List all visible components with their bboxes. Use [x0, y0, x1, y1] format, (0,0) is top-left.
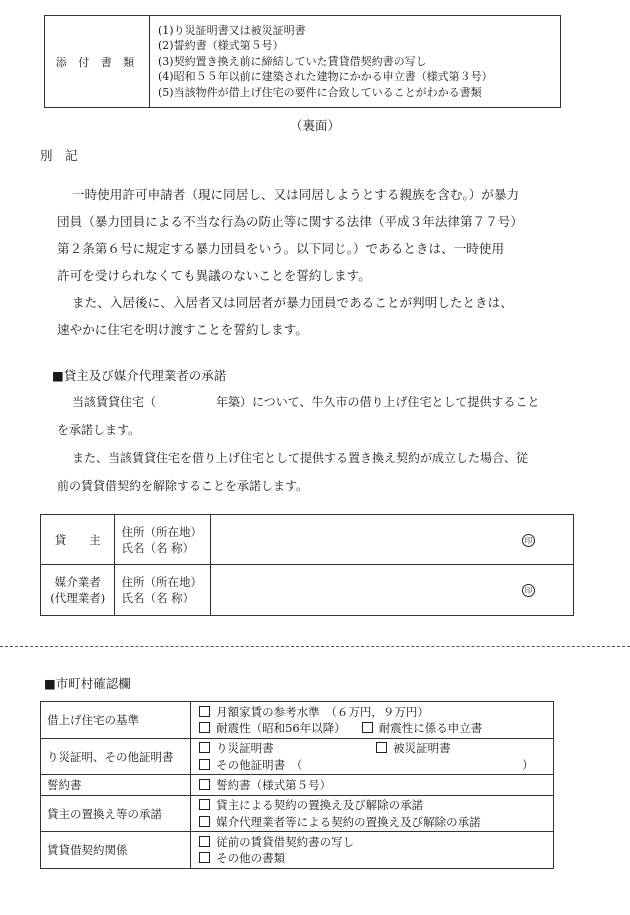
signature-row-agent — [41, 565, 574, 616]
signature-input-area[interactable] — [210, 515, 573, 565]
attachment-item: (3)契約置き換え前に締結していた賃貸借契約書の写し — [158, 54, 427, 68]
consent-line: を承諾します。 — [57, 423, 141, 437]
checkbox[interactable] — [362, 722, 373, 733]
confirm-row — [41, 739, 554, 775]
checkbox[interactable] — [376, 742, 387, 753]
signature-input-area[interactable] — [210, 565, 573, 616]
confirm-table — [40, 701, 554, 869]
pledge-line: 許可を受けられなくても異議のないことを誓約します。 — [57, 268, 371, 283]
consent-heading: ■貸主及び媒介代理業者の承諾 — [52, 368, 227, 383]
confirm-row-label: 賃貸借契約関係 — [41, 832, 191, 869]
signature-role: 媒介業者 (代理業者) — [41, 565, 115, 616]
seal-mark: 印 — [522, 584, 535, 597]
seal-mark: 印 — [522, 534, 535, 547]
pledge-line: 団員（暴力団員による不当な行為の防止等に関する法律（平成３年法律第７７号） — [57, 214, 523, 229]
checkbox[interactable] — [199, 836, 210, 847]
checkbox[interactable] — [199, 852, 210, 863]
attachment-item: (4)昭和５５年以前に建築された建物にかかる申立書（様式第３号） — [158, 70, 493, 84]
consent-line: 前の賃貸借契約を解除することを承諾します。 — [57, 479, 309, 493]
signature-row-lessor — [41, 515, 574, 565]
pledge-line: 速やかに住宅を明け渡すことを誓約します。 — [57, 322, 308, 337]
pledge-line: 一時使用許可申請者（現に同居し、又は同居しようとする親族を含む。）が暴力 — [72, 187, 520, 202]
confirm-checks: 月額家賃の参考水準 （６万円，９万円） 耐震性（昭和56年以降） 耐震性に係る申立書 — [191, 702, 554, 739]
signature-fields: 住所（所在地） 氏名（名 称） — [115, 565, 210, 616]
confirm-heading: ■市町村確認欄 — [44, 676, 131, 691]
attachment-item: (5)当該物件が借上げ住宅の要件に合致していることがわかる書類 — [158, 85, 482, 99]
confirm-checks: 従前の賃貸借契約書の写し その他の書類 — [191, 832, 554, 869]
confirm-row-label: 借上げ住宅の基準 — [41, 702, 191, 739]
checkbox[interactable] — [199, 799, 210, 810]
confirm-checks: 誓約書（様式第５号） — [191, 775, 554, 796]
attachments-table — [44, 15, 561, 108]
attachments-label: 添 付 書 類 — [45, 16, 150, 108]
confirm-row — [41, 832, 554, 869]
pledge-line: 第２条第６号に規定する暴力団員をいう。以下同じ。）であるときは、一時使用 — [57, 241, 505, 256]
signature-role: 貸 主 — [41, 515, 115, 565]
bekki-heading: 別 記 — [40, 148, 78, 163]
confirm-row — [41, 775, 554, 796]
attachments-list — [150, 16, 561, 108]
confirm-row-label: 貸主の置換え等の承諾 — [41, 796, 191, 832]
confirm-row — [41, 702, 554, 739]
checkbox[interactable] — [199, 779, 210, 790]
consent-line: また、当該賃貸住宅を借り上げ住宅として提供する置き換え契約が成立した場合、従 — [72, 451, 529, 465]
checkbox[interactable] — [199, 742, 210, 753]
confirm-row — [41, 796, 554, 832]
signature-table — [40, 514, 574, 616]
attachment-item: (1)り災証明書又は被災証明書 — [158, 23, 306, 37]
confirm-checks: り災証明書 被災証明書 その他証明書 （ ） — [191, 739, 554, 775]
checkbox[interactable] — [199, 722, 210, 733]
checkbox[interactable] — [199, 759, 210, 770]
confirm-checks: 貸主による契約の置換え及び解除の承諾 媒介代理業者等による契約の置換え及び解除の承諾 — [191, 796, 554, 832]
signature-fields: 住所（所在地） 氏名（名 称） — [115, 515, 210, 565]
pledge-line: また、入居後に、入居者又は同居者が暴力団員であることが判明したときは、 — [72, 295, 513, 310]
consent-line: 当該賃貸住宅（ 年築）について、牛久市の借り上げ住宅として提供すること — [72, 395, 540, 409]
confirm-row-label: 誓約書 — [41, 775, 191, 796]
cut-line-divider — [0, 646, 630, 647]
confirm-row-label: り災証明、その他証明書 — [41, 739, 191, 775]
checkbox[interactable] — [199, 816, 210, 827]
checkbox[interactable] — [199, 706, 210, 717]
reverse-side-label: （裏面） — [289, 118, 340, 133]
attachment-item: (2)誓約書（様式第５号） — [158, 39, 284, 53]
